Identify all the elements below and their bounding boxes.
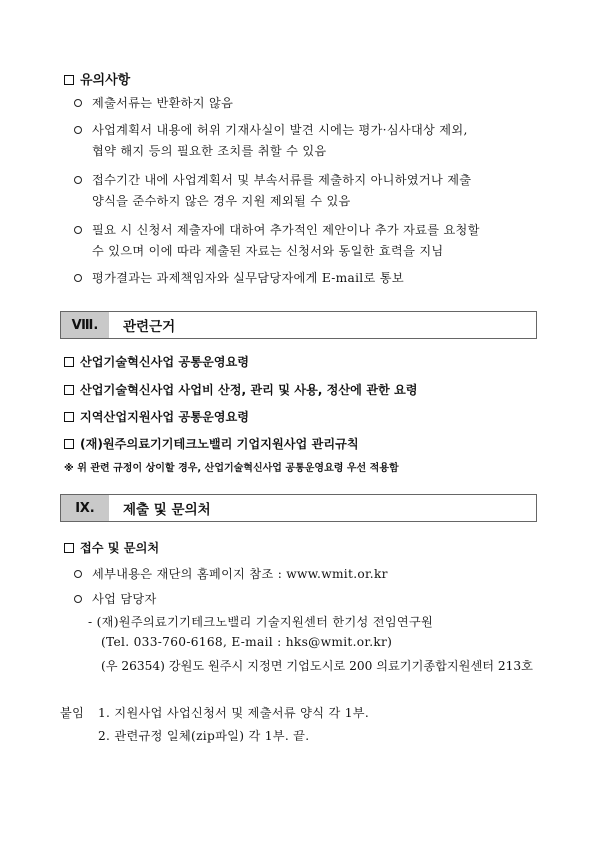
regulation-item-2: 산업기술혁신사업 사업비 산정, 관리 및 사용, 정산에 관한 요령: [64, 381, 418, 398]
attachments-label: 붙임: [60, 706, 85, 720]
checkbox-square-icon: [64, 75, 74, 85]
circle-bullet-icon: [74, 570, 82, 578]
circle-bullet-icon: [74, 595, 82, 603]
contact-subheading: 접수 및 문의처: [64, 539, 159, 556]
notes-item-4: 필요 시 신청서 제출자에 대하여 추가적인 제안이나 추가 자료를 요청할: [74, 221, 480, 238]
checkbox-square-icon: [64, 412, 74, 422]
section-8-number: Ⅷ.: [61, 312, 109, 338]
notes-item-3-cont: 양식을 준수하지 않은 경우 지원 제외될 수 있음: [92, 194, 351, 208]
section-9-header: [60, 494, 537, 522]
checkbox-square-icon: [64, 385, 74, 395]
notes-item-2: 사업계획서 내용에 허위 기재사실이 발견 시에는 평가·심사대상 제외,: [74, 121, 468, 138]
section-9-title: 제출 및 문의처: [123, 502, 211, 518]
checkbox-square-icon: [64, 543, 74, 553]
circle-bullet-icon: [74, 176, 82, 184]
contact-address: (우 26354) 강원도 원주시 지정면 기업도시로 200 의료기기종합지원센터 213호: [101, 659, 533, 673]
regulation-item-4: (재)원주의료기기테크노밸리 기업지원사업 관리규칙: [64, 435, 359, 452]
attachment-1: 1. 지원사업 사업신청서 및 제출서류 양식 각 1부.: [98, 706, 369, 720]
circle-bullet-icon: [74, 126, 82, 134]
contact-person: - (재)원주의료기기테크노밸리 기술지원센터 한기성 전임연구원: [88, 615, 434, 629]
checkbox-square-icon: [64, 357, 74, 367]
notes-heading: 유의사항: [64, 69, 130, 88]
notes-item-5: 평가결과는 과제책임자와 실무담당자에게 E-mail로 통보: [74, 269, 404, 286]
checkbox-square-icon: [64, 439, 74, 449]
section-9-number: Ⅸ.: [61, 495, 109, 521]
regulation-item-1: 산업기술혁신사업 공통운영요령: [64, 353, 249, 370]
regulation-note: ※ 위 관련 규정이 상이할 경우, 산업기술혁신사업 공통운영요령 우선 적용함: [64, 463, 399, 474]
notes-item-1: 제출서류는 반환하지 않음: [74, 94, 233, 111]
notes-item-2-cont: 협약 해지 등의 필요한 조치를 취할 수 있음: [92, 144, 327, 158]
contact-phone-email: (Tel. 033-760-6168, E-mail : hks@wmit.or.kr): [101, 635, 393, 649]
section-8-header: [60, 311, 537, 339]
contact-item-manager: 사업 담당자: [74, 590, 157, 607]
attachment-2: 2. 관련규정 일체(zip파일) 각 1부. 끝.: [98, 729, 310, 743]
circle-bullet-icon: [74, 99, 82, 107]
circle-bullet-icon: [74, 274, 82, 282]
section-8-title: 관련근거: [123, 319, 176, 335]
circle-bullet-icon: [74, 226, 82, 234]
notes-item-4-cont: 수 있으며 이에 따라 제출된 자료는 신청서와 동일한 효력을 지님: [92, 244, 444, 258]
notes-item-3: 접수기간 내에 사업계획서 및 부속서류를 제출하지 아니하였거나 제출: [74, 171, 471, 188]
contact-item-homepage: 세부내용은 재단의 홈페이지 참조 : www.wmit.or.kr: [74, 565, 388, 582]
regulation-item-3: 지역산업지원사업 공통운영요령: [64, 408, 249, 425]
